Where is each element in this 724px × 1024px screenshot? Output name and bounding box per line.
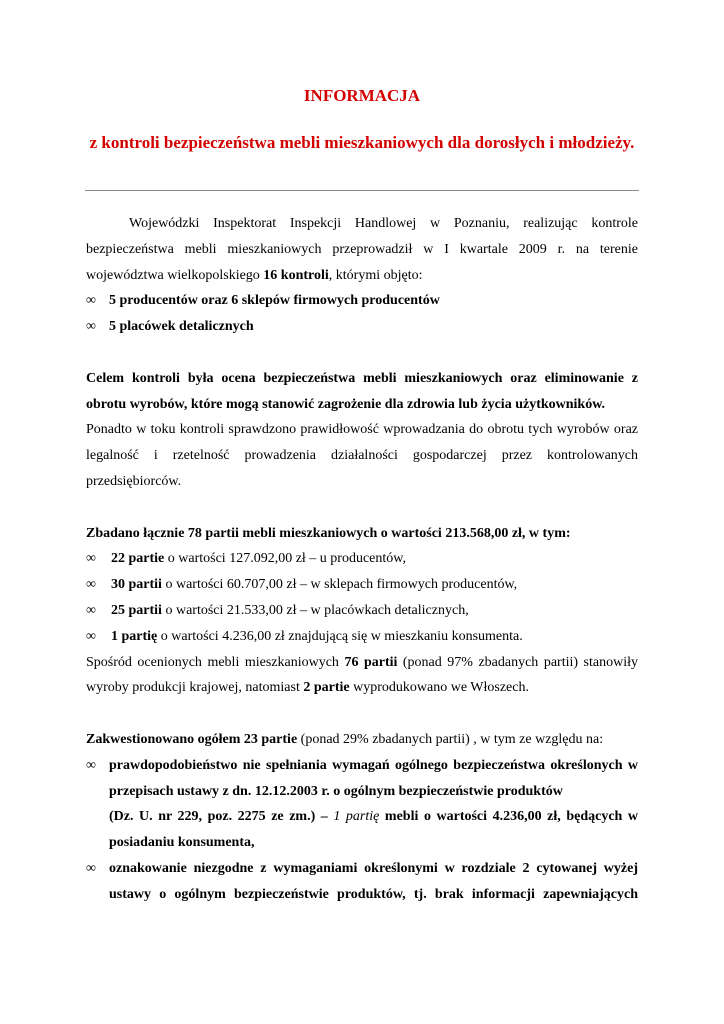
reason-1-a: prawdopodobieństwo nie spełniania wymagań ogólnego bezpieczeństwa określonych w przepisach ustawy z dn. 12.12.2003 r. o ogólnym bezpieczeństwie produktów	[109, 757, 638, 799]
examined-qty: 22 partie	[111, 551, 165, 567]
origin-text: wyprodukowano we Włoszech.	[349, 680, 529, 696]
infinity-bullet-icon: ∞	[86, 860, 96, 876]
examined-qty: 30 partii	[111, 577, 162, 593]
page-subtitle: z kontroli bezpieczeństwa mebli mieszkaniowych dla dorosłych i młodzieży.	[89, 133, 635, 152]
document-body	[86, 211, 638, 908]
origin-text: Spośród ocenionych mebli mieszkaniowych	[86, 654, 345, 670]
goal-rest-paragraph: Ponadto w toku kontroli sprawdzono prawidłowość wprowadzania do obrotu tych wyrobów oraz legalność i rzetelność prowadzenia działalności gospodarczej przez kontrolowanych przedsiębiorców.	[86, 422, 638, 489]
infinity-bullet-icon: ∞	[86, 577, 96, 593]
reason-text	[109, 804, 638, 856]
spacer	[86, 701, 638, 727]
reason-text	[109, 753, 638, 805]
reason-1-b: (Dz. U. nr 229, poz. 2275 ze zm.) –	[109, 809, 334, 825]
origin-domestic-count: 76 partii	[344, 654, 398, 670]
examined-text: o wartości 21.533,00 zł – w placówkach detalicznych,	[161, 602, 469, 618]
goal-paragraph	[86, 366, 638, 418]
list-item	[86, 546, 638, 572]
examined-qty: 25 partii	[111, 602, 162, 618]
infinity-bullet-icon: ∞	[86, 551, 96, 567]
infinity-bullet-icon: ∞	[86, 319, 96, 335]
questioned-paragraph	[86, 727, 638, 753]
reason-1-d: mebli o wartości 4.236,00 zł, będących w posiadaniu konsumenta,	[109, 809, 638, 851]
intro-paragraph	[86, 211, 638, 288]
list-item	[86, 572, 638, 598]
reason-1-qty: 1 partię	[333, 809, 380, 825]
list-item	[86, 856, 638, 908]
infinity-bullet-icon: ∞	[86, 293, 96, 309]
origin-paragraph	[86, 650, 638, 702]
examined-text: o wartości 60.707,00 zł – w sklepach firmowych producentów,	[161, 577, 518, 593]
intro-text: Wojewódzki Inspektorat Inspekcji Handlowej w Poznaniu, realizując kontrole bezpieczeństwa mebli mieszkaniowych przeprowadził w I kwartale 2009 r. na terenie województwa wielkopolskiego	[86, 216, 638, 283]
examined-heading	[86, 521, 638, 547]
spacer	[86, 340, 638, 366]
examined-text: o wartości 4.236,00 zł znajdującą się w mieszkaniu konsumenta.	[157, 628, 523, 644]
scope-item: 5 producentów oraz 6 sklepów firmowych producentów	[109, 293, 440, 309]
reason-2: oznakowanie niezgodne z wymaganiami określonymi w rozdziale 2 cytowanej wyżej ustawy o ogólnym bezpieczeństwie produktów, tj. brak informacji zapewniających	[109, 860, 638, 902]
infinity-bullet-icon: ∞	[86, 602, 96, 618]
list-item	[86, 624, 638, 650]
questioned-bold: Zakwestionowano ogółem 23 partie	[86, 731, 298, 747]
questioned-rest: (ponad 29% zbadanych partii) , w tym ze względu na:	[297, 731, 604, 747]
list-item	[86, 753, 638, 856]
list-item	[86, 288, 638, 314]
divider	[85, 190, 639, 191]
origin-text: (ponad 97% zbadanych partii) stanowiły wyroby produkcji krajowej, natomiast	[86, 654, 638, 696]
intro-count: 16 kontroli	[263, 267, 329, 283]
scope-item: 5 placówek detalicznych	[109, 319, 254, 335]
list-item	[86, 314, 638, 340]
examined-text: o wartości 127.092,00 zł – u producentów,	[164, 551, 406, 567]
reason-text	[109, 856, 638, 908]
page-title: INFORMACJA	[303, 86, 421, 105]
goal-bold-text: Celem kontroli była ocena bezpieczeństwa mebli mieszkaniowych oraz eliminowanie z obrotu wyrobów, które mogą stanowić zagrożenie dla zdrowia lub życia użytkowników.	[86, 370, 638, 412]
list-item	[86, 598, 638, 624]
spacer	[86, 495, 638, 521]
origin-import-count: 2 partie	[303, 680, 350, 696]
examined-qty: 1 partię	[111, 628, 158, 644]
infinity-bullet-icon: ∞	[86, 757, 96, 773]
infinity-bullet-icon: ∞	[86, 628, 96, 644]
intro-tail: , którymi objęto:	[328, 267, 423, 283]
examined-heading-text: Zbadano łącznie 78 partii mebli mieszkaniowych o wartości 213.568,00 zł, w tym:	[86, 525, 571, 541]
